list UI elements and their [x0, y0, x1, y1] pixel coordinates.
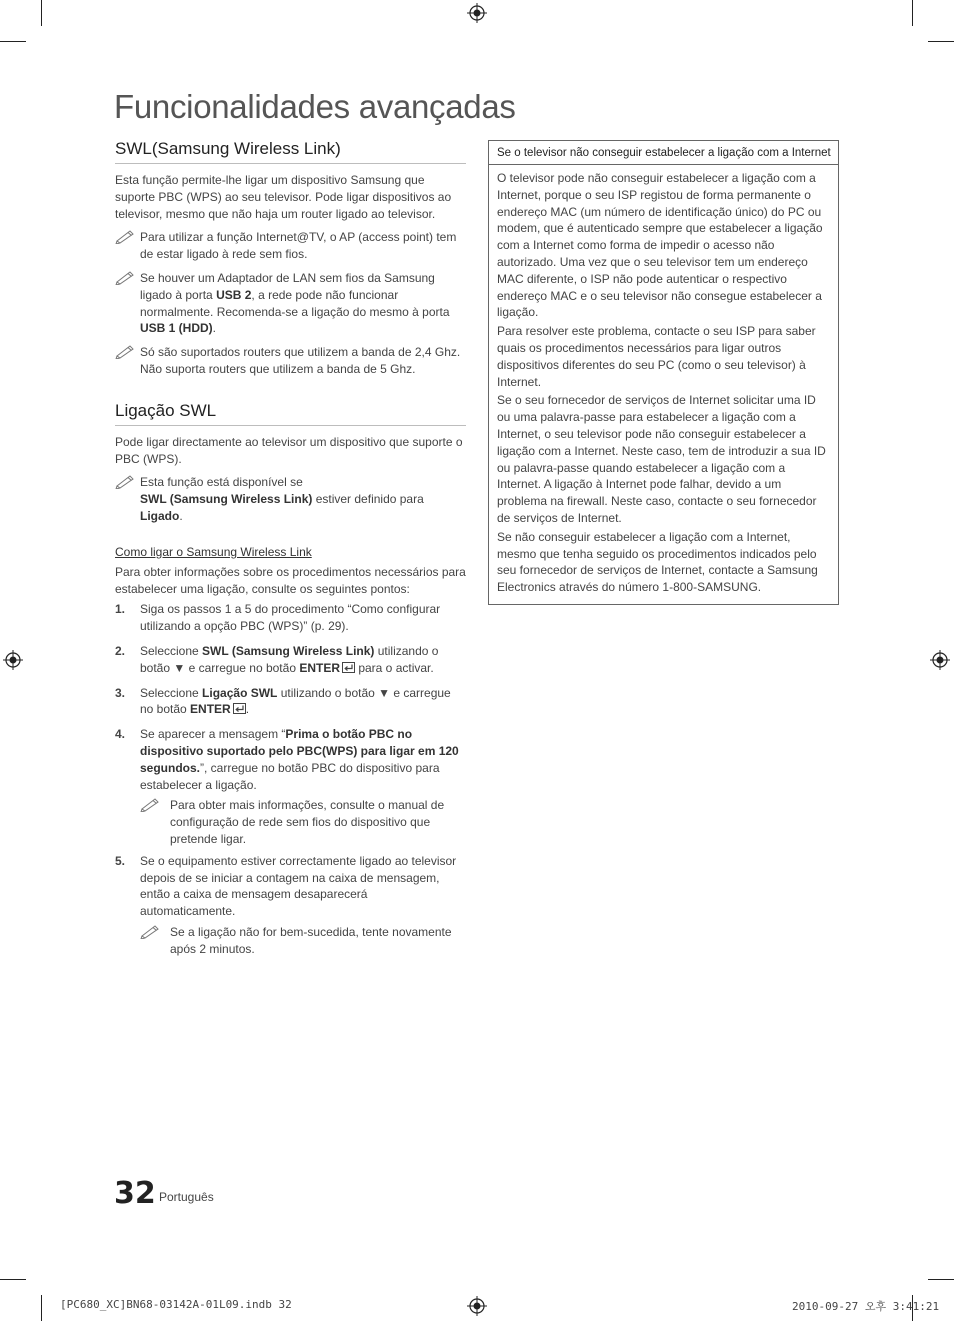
ligacao-note-text: estiver definido para: [312, 492, 424, 507]
crop-mark: [0, 41, 26, 42]
step-number: 5.: [115, 853, 126, 868]
note-pencil-icon: [115, 343, 137, 359]
ligacao-note: [115, 474, 466, 524]
right-column: [488, 140, 839, 605]
left-column: [115, 138, 466, 957]
ligacao-note-text: Esta função está disponível se: [140, 475, 303, 490]
swl-note-3-text: Só são suportados routers que utilizem a banda de 2,4 Ghz. Não suporta routers que utilizem a banda de 5 Ghz.: [140, 345, 461, 376]
swl-setting-label: SWL (Samsung Wireless Link): [140, 492, 313, 507]
enter-button-label: ENTER: [299, 660, 340, 675]
box-paragraph: O televisor pode não conseguir estabelecer a ligação com a Internet, porque o seu ISP registou de forma permanente o endereço MAC (um número de identificação único) do PC ou modem, que é autenticado sempre que estabelecer a ligação com a Internet como forma de impedir o acesso não autorizado. Uma vez que o seu televisor tem um endereço MAC diferente, o ISP não pode autenticar o respectivo endereço MAC e o seu televisor não consegue estabelecer a ligação.: [497, 171, 823, 320]
enter-icon: [233, 703, 246, 714]
box-heading: Se o televisor não conseguir estabelecer a ligação com a Internet: [489, 141, 838, 165]
crop-mark: [0, 1279, 26, 1280]
step-item: [115, 853, 466, 958]
usb1-label: USB 1 (HDD): [140, 321, 213, 336]
step-item: [115, 643, 466, 677]
swl-intro: Esta função permite-lhe ligar um dispositivo Samsung que suporte PBC (WPS) ao seu televisor. Pode ligar dispositivos ao televisor, mesmo que não haja um router ligado ao televisor.: [115, 173, 452, 221]
step-text: utilizando o botão ▼ e carregue no botão: [140, 685, 451, 717]
ligacao-intro: Pode ligar directamente ao televisor um dispositivo que suporte o PBC (WPS).: [115, 434, 463, 466]
step-item: [115, 601, 466, 635]
ligacao-heading: Ligação SWL: [115, 400, 466, 426]
box-paragraph: Se não conseguir estabelecer a ligação com a Internet, mesmo que tenha seguido os procedimentos indicados pelo seu fornecedor de serviços de Internet, contacte a Samsung Electronics através do número 1-800-SAMSUNG.: [497, 529, 818, 595]
box-paragraph: Para resolver este problema, contacte o seu ISP para saber quais os procedimentos necessários para ligar outros dispositivos diferentes do seu PC (como o seu televisor) à Internet.: [497, 324, 816, 389]
enter-icon: [342, 662, 355, 673]
step-message-label: Prima o botão PBC no dispositivo suportado pelo PBC(WPS) para ligar em 120 segundos.: [140, 727, 459, 775]
step-text: Se aparecer a mensagem “: [140, 727, 286, 742]
step-text: Seleccione: [140, 643, 203, 658]
step-text: Se o equipamento estiver correctamente ligado ao televisor depois de se iniciar a contagem na caixa de mensagem, então a caixa de mensagem desaparecerá automaticamente.: [140, 853, 457, 919]
step-note: [140, 924, 466, 958]
step-text: .: [245, 702, 250, 717]
crop-mark: [928, 1279, 954, 1280]
note-pencil-icon: [115, 228, 137, 244]
note-pencil-icon: [115, 269, 137, 285]
page-number: 32: [114, 1176, 156, 1211]
step-text: para o activar.: [355, 660, 434, 675]
footer-file: [PC680_XC]BN68-03142A-01L09.indb 32: [60, 1298, 292, 1311]
how-to-subheading: Como ligar o Samsung Wireless Link: [115, 544, 312, 559]
box-paragraph: Se o seu fornecedor de serviços de Internet solicitar uma ID ou uma palavra-passe para estabelecer a ligação com a Internet, o seu televisor pode não conseguir estabelecer a ligação com a Internet. Neste caso, tem de introduzir a sua ID ou palavra-passe quando estabelecer a ligação com a Internet. A ligação à Internet pode falhar, devido a um problema na firewall. Neste caso, contacte o seu fornecedor de serviços de Internet.: [497, 393, 826, 525]
step-number: 2.: [115, 643, 126, 658]
step-number: 4.: [115, 727, 126, 742]
step-number: 3.: [115, 685, 126, 700]
footer-date: 2010-09-27 오후 3:41:21: [792, 1300, 940, 1313]
registration-mark-icon: [467, 1296, 487, 1316]
ligado-label: Ligado: [140, 508, 180, 523]
registration-mark-icon: [467, 3, 487, 23]
step-item: [115, 685, 466, 719]
ligacao-note-text: .: [179, 508, 183, 523]
step-item: [115, 726, 466, 848]
step-note-text: Para obter mais informações, consulte o manual de configuração de rede sem fios do dispositivo que pretende ligar.: [170, 798, 445, 846]
note-pencil-icon: [115, 473, 137, 489]
page-title: Funcionalidades avançadas: [114, 88, 516, 125]
enter-button-label: ENTER: [190, 702, 231, 717]
step-number: 1.: [115, 602, 126, 617]
swl-note-2-text: .: [212, 321, 217, 336]
swl-note-1-text: Para utilizar a função Internet@TV, o AP (access point) tem de estar ligado à rede sem fios.: [140, 230, 457, 262]
step-text: utilizando o botão ▼ e carregue no botão: [140, 643, 439, 675]
step-text: ”, carregue no botão PBC do dispositivo para estabelecer a ligação.: [140, 760, 440, 792]
step-menu-label: Ligação SWL: [202, 685, 278, 700]
registration-mark-icon: [930, 650, 950, 670]
swl-note-1: [115, 229, 466, 263]
steps-list: [115, 601, 466, 957]
language-label: Português: [159, 1190, 214, 1204]
crop-mark: [41, 0, 42, 26]
step-menu-label: SWL (Samsung Wireless Link): [202, 643, 375, 658]
usb2-label: USB 2: [216, 287, 252, 302]
swl-note-2-text: , a rede pode não funcionar normalmente. Recomenda-se a ligação do mesmo à porta: [140, 287, 450, 319]
note-pencil-icon: [140, 923, 162, 939]
internet-troubleshoot-box: [488, 140, 839, 605]
swl-heading: SWL(Samsung Wireless Link): [115, 138, 466, 164]
swl-note-2: [115, 270, 466, 337]
box-body: [489, 165, 838, 604]
crop-mark: [928, 41, 954, 42]
how-to-intro: Para obter informações sobre os procedimentos necessários para estabelecer uma ligação, consulte os seguintes pontos:: [115, 564, 466, 596]
step-text: Seleccione: [140, 685, 203, 700]
swl-note-3: [115, 344, 466, 378]
step-note: [140, 797, 466, 847]
swl-note-2-text: Se houver um Adaptador de LAN sem fios da Samsung ligado à porta: [140, 270, 435, 302]
step-note-text: Se a ligação não for bem-sucedida, tente novamente após 2 minutos.: [170, 924, 452, 956]
note-pencil-icon: [140, 796, 162, 812]
crop-mark: [912, 0, 913, 26]
step-text: Siga os passos 1 a 5 do procedimento “Como configurar utilizando a opção PBC (WPS)” (p. 29).: [140, 602, 441, 634]
registration-mark-icon: [3, 650, 23, 670]
crop-mark: [41, 1295, 42, 1321]
